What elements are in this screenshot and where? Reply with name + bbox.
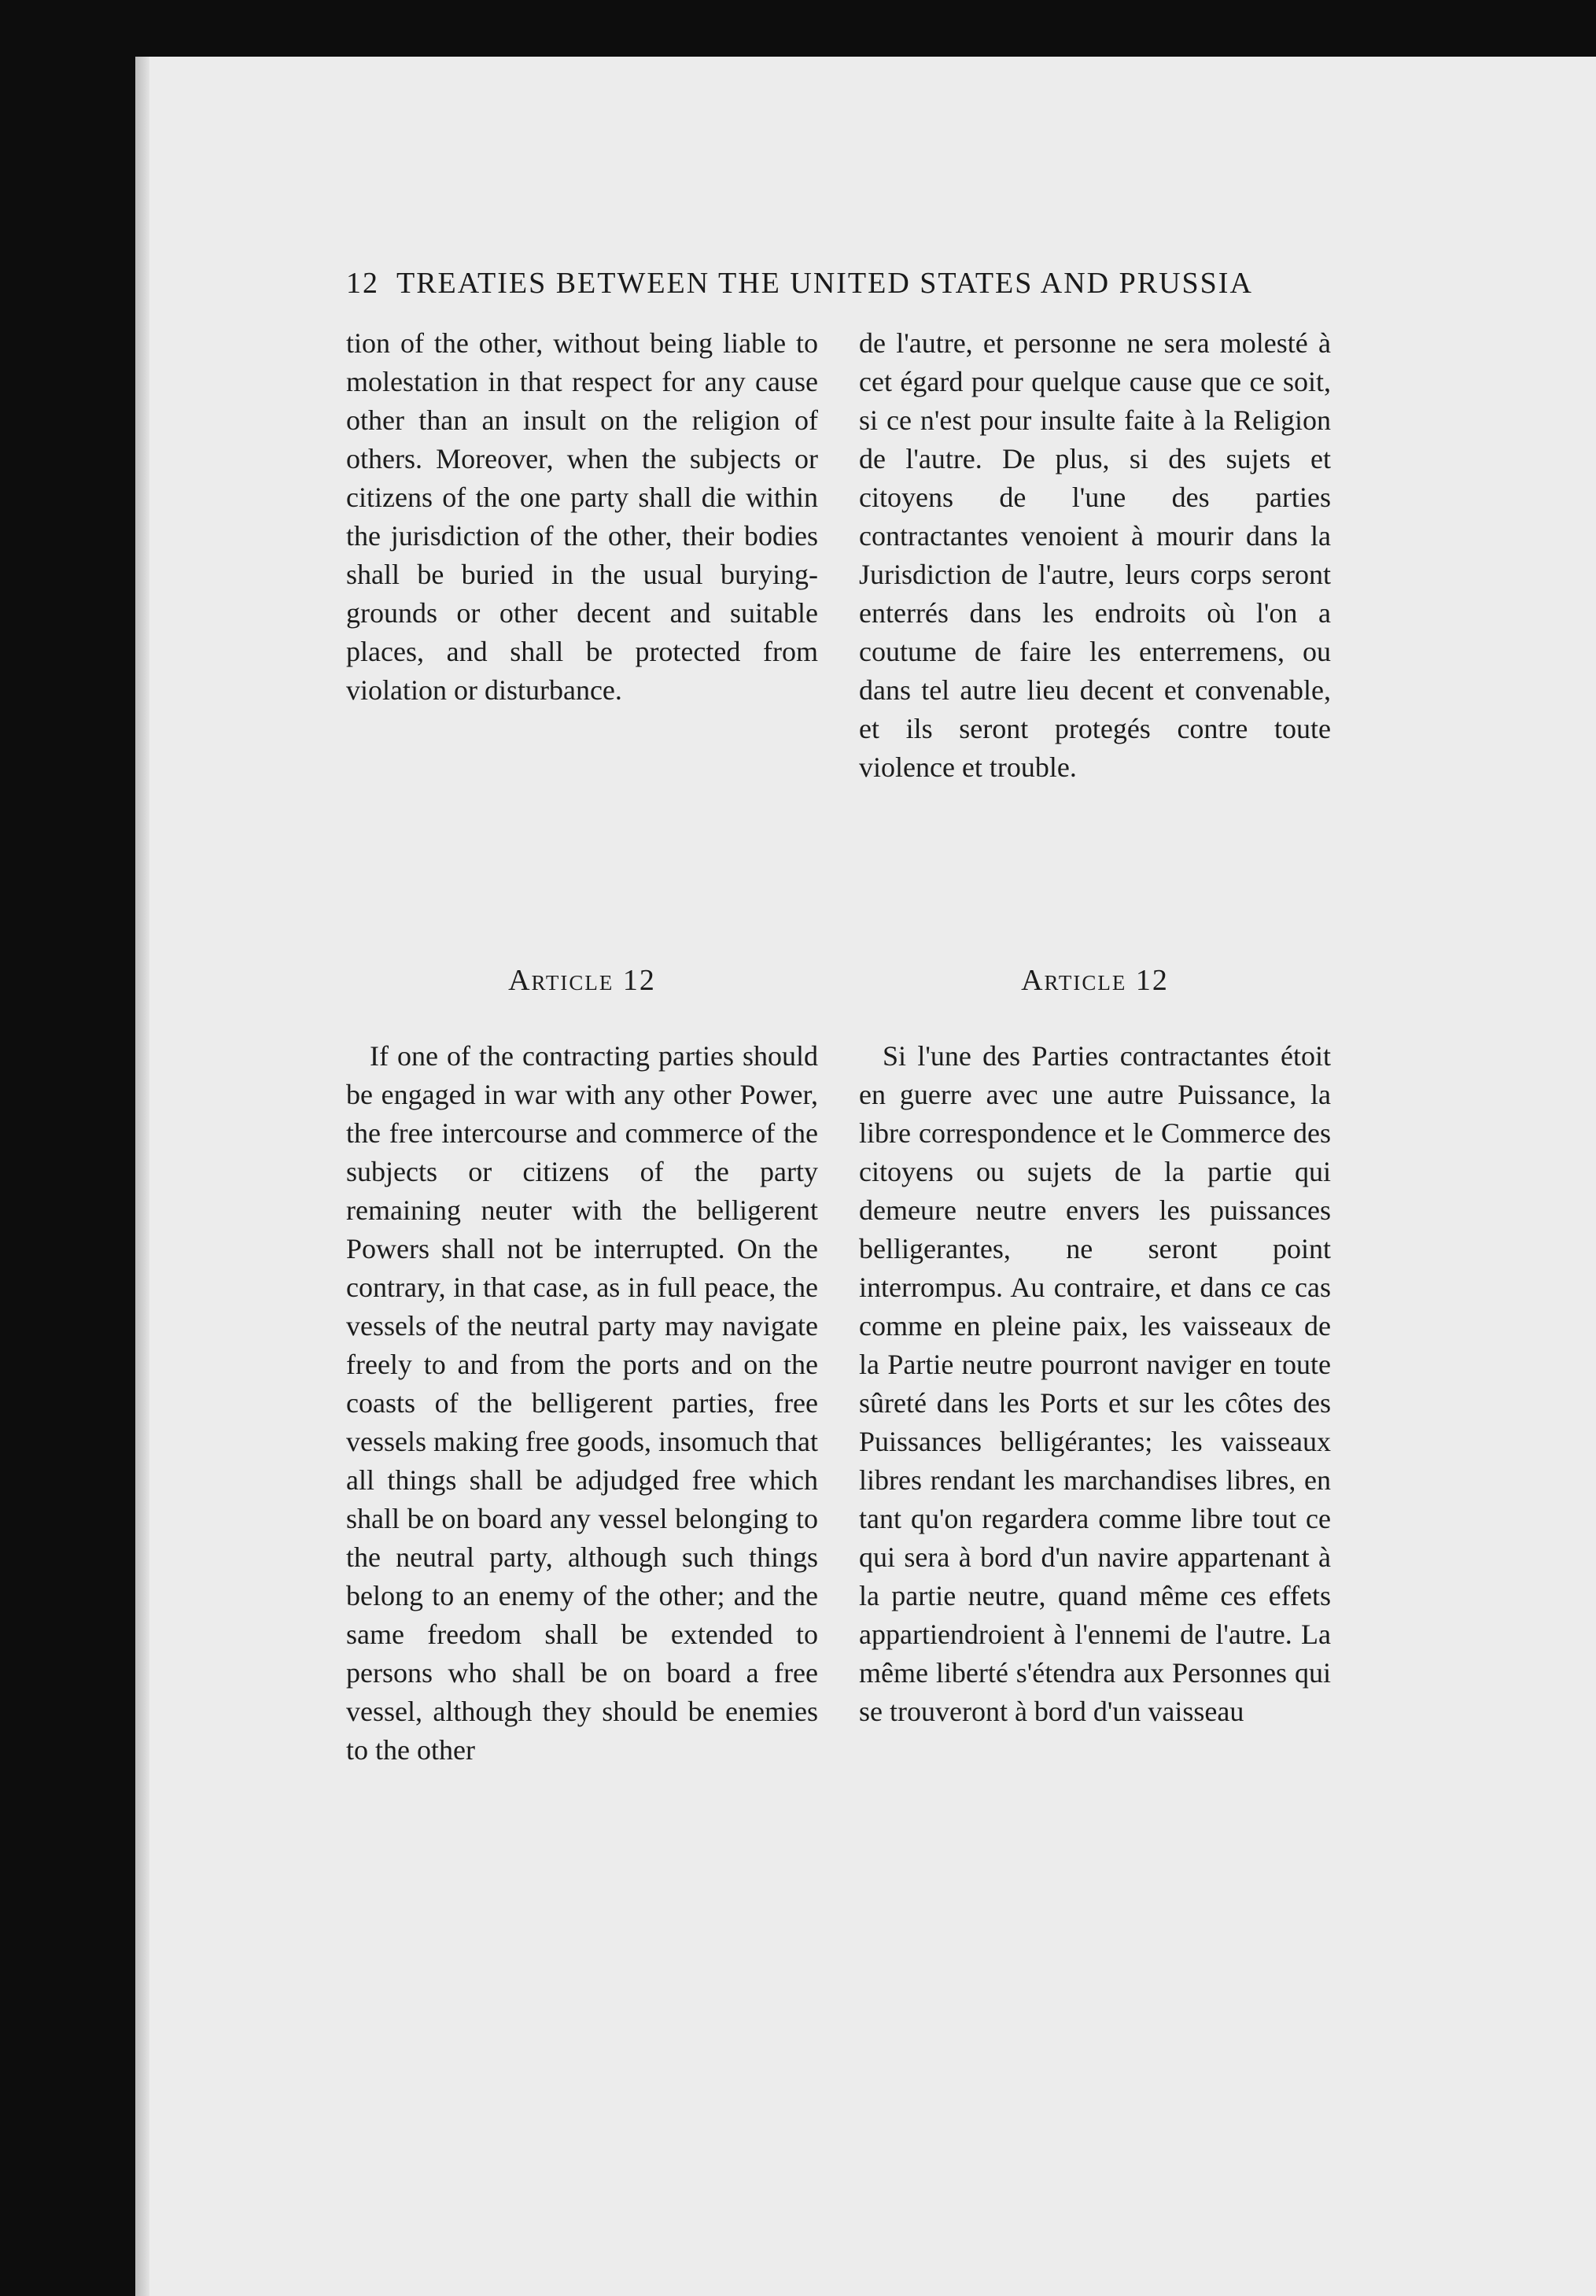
french-article-body: [859, 1037, 1331, 1731]
french-article-text: Si l'une des Parties contractantes étoit en guerre avec une autre Puissance, la libre correspondence et le Commerce des citoyens ou sujets de la partie qui demeure neutre envers les puissances belligerantes, ne seront point interrompus. Au contraire, et dans ce cas comme en pleine paix, les vaisseaux de la Partie neutre pourront naviger en toute sûreté dans les Ports et sur les côtes des Puissances belligérantes; les vaisseaux libres rendant les marchandises libres, en tant qu'on regardera comme libre tout ce qui sera à bord d'un navire appartenant à la partie neutre, quand même ces effets appartiendroient à l'ennemi de l'autre. La même liberté s'étendra aux Personnes qui se trouveront à bord d'un vaisseau: [859, 1040, 1331, 1727]
french-continuation: [859, 324, 1331, 787]
english-article-text: If one of the contracting parties should be engaged in war with any other Power, the free intercourse and commerce of the subjects or citizens of the party remaining neuter with the belligerent Powers shall not be interrupted. On the contrary, in that case, as in full peace, the vessels of the neutral party may navigate freely to and from the ports and on the coasts of the belligerent parties, free vessels making free goods, insomuch that all things shall be adjudged free which shall be on board any vessel belonging to the neutral party, although such things belong to an enemy of the other; and the same freedom shall be extended to persons who shall be on board a free vessel, although they should be enemies to the other: [346, 1040, 818, 1766]
running-header: [346, 266, 1447, 305]
english-continuation-text: tion of the other, without being liable to molestation in that respect for any cause other than an insult on the religion of others. Moreover, when the subjects or citizens of the one party shall die within the jurisdiction of the other, their bodies shall be buried in the usual burying-grounds or other decent and suitable places, and shall be protected from violation or disturbance.: [346, 327, 818, 706]
french-article-heading: Article 12: [1021, 964, 1169, 997]
english-article-body: [346, 1037, 818, 1770]
page-number: 12: [346, 267, 379, 300]
english-continuation: [346, 324, 818, 710]
running-title: TREATIES BETWEEN THE UNITED STATES AND PRUSSIA: [396, 267, 1253, 300]
french-continuation-text: de l'autre, et personne ne sera molesté à cet égard pour quelque cause que ce soit, si ce n'est pour insulte faite à la Religion de l'autre. De plus, si des sujets et citoyens de l'une des parties contractantes venoient à mourir dans la Jurisdiction de l'autre, leurs corps seront enterrés dans les endroits où l'on a coutume de faire les enterremens, ou dans tel autre lieu decent et convenable, et ils seront protegés contre toute violence et trouble.: [859, 327, 1331, 783]
english-article-heading: Article 12: [508, 964, 656, 997]
page-binding-edge: [135, 57, 149, 2296]
